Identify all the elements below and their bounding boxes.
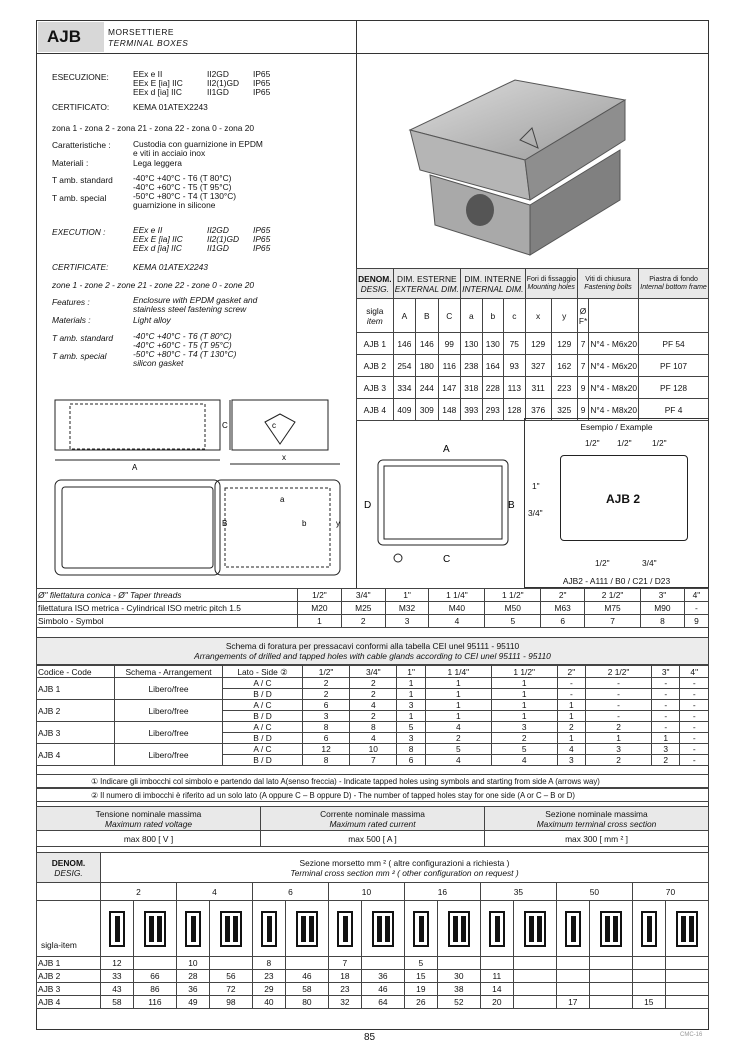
- double-terminal-icon: [600, 911, 622, 947]
- header-title-en: TERMINAL BOXES: [108, 38, 189, 48]
- example-title: Esempio / Example: [580, 422, 653, 432]
- zones-it: zona 1 - zona 2 - zona 21 - zona 22 - zona 0 - zona 20: [52, 123, 255, 133]
- cert-label: CERTIFICATO:: [52, 102, 110, 112]
- scheme-title: Schema di foratura per pressacavi conformi alla tabella CEI unel 95111 - 95110 Arrangements of drilled and tapped holes with cable glands according to CEI unel 95111 - 95110: [36, 637, 709, 665]
- cert-value: KEMA 01ATEX2243: [133, 102, 208, 112]
- execution-label: ESECUZIONE:: [52, 72, 109, 82]
- tstd-label-en: T amb. standard: [52, 333, 113, 343]
- tsp-label: T amb. special: [52, 193, 107, 203]
- tstd-label: T amb. standard: [52, 175, 113, 185]
- ex-left-1: 1": [532, 481, 540, 491]
- execution-label-en: EXECUTION :: [52, 227, 106, 237]
- header-code: AJB: [47, 27, 82, 46]
- header-title-it: MORSETTIERE: [108, 27, 174, 37]
- tsp-en: -50°C +80°C - T4 (T 130°C) silicon gasket: [133, 349, 237, 368]
- single-terminal-icon: [641, 911, 657, 947]
- double-terminal-icon: [448, 911, 470, 947]
- side-A-label: A: [443, 444, 450, 455]
- single-terminal-icon: [413, 911, 429, 947]
- single-terminal-icon: [261, 911, 277, 947]
- single-terminal-icon: [109, 911, 125, 947]
- dim-y-label: y: [336, 519, 340, 528]
- features-label: Caratteristiche :: [52, 140, 111, 150]
- dim-x-label: x: [282, 453, 286, 462]
- header-code-box: [38, 22, 104, 52]
- zones-en: zone 1 - zone 2 - zone 21 - zone 22 - zone 0 - zone 20: [52, 280, 255, 290]
- ratings-table: Tensione nominale massima Maximum rated voltage Corrente nominale massima Maximum rated current Sezione nominale massima Maximum terminal cross section max 800 [ V ] max 500 [ A ] max 300 [ mm ² ]: [36, 806, 709, 847]
- double-terminal-icon: [676, 911, 698, 947]
- features-en: Enclosure with EPDM gasket and stainless steel fastening screw: [133, 295, 258, 314]
- ex-bottom-1: 1/2": [595, 558, 610, 568]
- scheme-table: Codice - Code Schema - Arrangement Lato - Side ② 1/2" 3/4" 1" 1 1/4" 1 1/2" 2" 2 1/2" 3" 4" AJB 1 Libero/free A / C 2 2 1 1 1 - - - - B / D 2 2 1 1 1 - - - - AJB 2 Libero/free A / C 6 4 3 1 1 1 - - - B / D 3 2 1 1 1 1 - - - AJB 3 Libero/free A / C 8 8 5 4 3 2 2 - - B / D 6 4 3 2 2 1 1 1 - AJB 4 Libero/free A / C 12 10 8 5 5 4 3 3 - B / D 8 7 6 4 4 3 2 2 -: [36, 665, 709, 766]
- cert-label-en: CERTIFICATE:: [52, 262, 109, 272]
- dim-b-label: b: [302, 519, 307, 528]
- double-terminal-icon: [220, 911, 242, 947]
- dim-A-label: A: [132, 463, 138, 472]
- footer-code: CMC-16: [680, 1032, 703, 1038]
- exec-list-en: EEx e II II2GD IP65 EEx E [ia] IIC II2(1)GD IP65 EEx d [ia] IIC II1GD IP65: [133, 225, 271, 253]
- dim-a-label: a: [280, 495, 285, 504]
- dim-C-label: C: [222, 421, 228, 430]
- enclosure-photo: [380, 60, 630, 265]
- single-terminal-icon: [565, 911, 581, 947]
- scheme-note-2: ② Il numero di imbocchi è riferito ad un solo lato (A oppure C – B oppure D) - The number of tapped holes stay for one side (A or C – B or D): [36, 788, 709, 802]
- exec-list-it: EEx e II II2GD IP65 EEx E [ia] IIC II2(1)GD IP65 EEx d [ia] IIC II1GD IP65: [133, 69, 271, 97]
- cert-value-en: KEMA 01ATEX2243: [133, 262, 208, 272]
- example-label: AJB 2: [606, 492, 641, 506]
- tsp-it: -50°C +80°C - T4 (T 130°C) guarnizione in silicone: [133, 191, 237, 210]
- threads-table: Ø" filettatura conica - Ø" Taper threads 1/2" 3/4" 1" 1 1/4" 1 1/2" 2" 2 1/2" 3" 4" filettatura ISO metrica - Cylindrical ISO metric pitch 1.5 M20 M25 M32 M40 M50 M63 M75 M90 - Simbolo - Symbol 1 2 3 4 5 6 7 8 9: [36, 588, 709, 628]
- double-terminal-icon: [372, 911, 394, 947]
- double-terminal-icon: [144, 911, 166, 947]
- example-code: AJB2 - A111 / B0 / C21 / D23: [562, 576, 671, 586]
- tstd-en: -40°C +40°C - T6 (T 80°C) -40°C +60°C - T5 (T 95°C): [133, 331, 232, 350]
- double-terminal-icon: [524, 911, 546, 947]
- ex-top-3: 1/2": [652, 438, 667, 448]
- materials-en: Light alloy: [133, 315, 171, 325]
- ex-bottom-2: 3/4": [642, 558, 657, 568]
- ex-top-2: 1/2": [617, 438, 632, 448]
- features-label-en: Features :: [52, 297, 90, 307]
- scheme-note-1: ① Indicare gli imbocchi col simbolo e partendo dal lato A(senso freccia) - Indicate tapped holes using symbols and starting from side A (arrows way): [36, 774, 709, 788]
- technical-drawing: [40, 392, 355, 582]
- side-D-label: D: [364, 500, 372, 511]
- single-terminal-icon: [185, 911, 201, 947]
- side-C-label: C: [443, 554, 451, 565]
- single-terminal-icon: [489, 911, 505, 947]
- terminals-table: DENOM. DESIG. Sezione morsetto mm ² ( altre configurazioni a richiesta ) Terminal cross section mm ² ( other configuration on request ) 2 4 6 10 16 35 50 70 sigla-item AJB 1 12 10 8 7 5 AJB 2 33 66 28 56 23 46 18 36 15 30 11 AJB 3 43 86 36 72 29 58 23 46 19 38 14 AJB 4 58 116 49 98 40 80 32 64 26 52 20 17 15: [36, 852, 709, 1009]
- dim-B-label: B: [222, 519, 228, 528]
- ex-top-1: 1/2": [585, 438, 600, 448]
- materials-it: Lega leggera: [133, 158, 182, 168]
- ex-left-2: 3/4": [528, 508, 543, 518]
- dims-table: DENOM. DESIG. DIM. ESTERNE EXTERNAL DIM. DIM. INTERNE INTERNAL DIM. Fori di fissaggio Mounting holes Viti di chiusura Fastening bolts Piastra di fondo Internal bottom frame sigla item A B C a b c x y Ø F* AJB 1 146 146 99 130 130 75 129 129 7 N°4 - M6x20 PF 54 AJB 2 254 180 116 238 164 93 327 162 7 N°4 - M6x20 PF 107 AJB 3 334 244 147 318 228 113 311 223 9 N°4 - M8x20 PF 128 AJB 4 409 309 148 393 293 128 376 325 9 N°4 - M8x20 PF 4: [356, 268, 709, 421]
- dim-c-label: c: [272, 421, 276, 430]
- features-it: Custodia con guarnizione in EPDM e viti in acciaio inox: [133, 139, 263, 158]
- materials-label: Materiali :: [52, 158, 89, 168]
- page-number: 85: [364, 1032, 376, 1043]
- single-terminal-icon: [337, 911, 353, 947]
- side-diagram: [358, 430, 523, 580]
- tsp-label-en: T amb. special: [52, 351, 107, 361]
- side-B-label: B: [508, 500, 515, 511]
- double-terminal-icon: [296, 911, 318, 947]
- tstd-it: -40°C +40°C - T6 (T 80°C) -40°C +60°C - T5 (T 95°C): [133, 173, 232, 192]
- materials-label-en: Materials :: [52, 315, 91, 325]
